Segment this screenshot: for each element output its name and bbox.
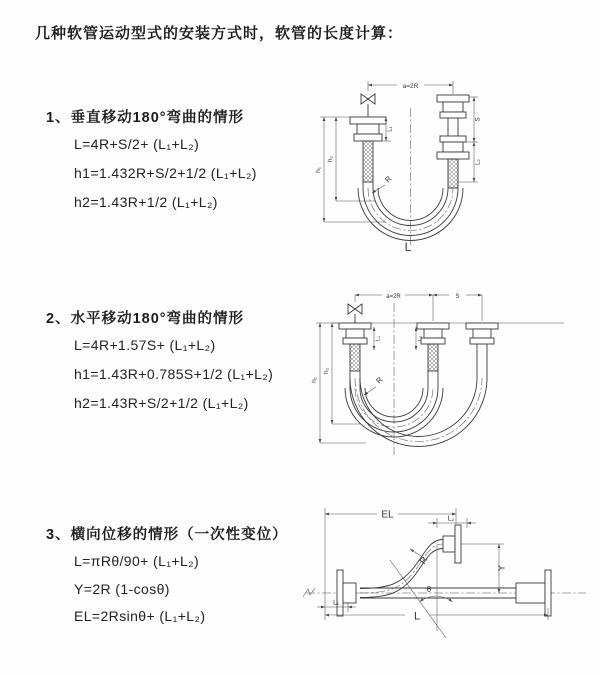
page-title: 几种软管运动型式的安装方式时，软管的长度计算： (35, 25, 404, 42)
braided-hose-section (448, 159, 458, 188)
section-1-formula-h1: h1=1.432R+S/2+1/2 (L₁+L₂) (74, 165, 257, 181)
diagram-vertical-bend (310, 70, 590, 260)
diagram-horizontal-bend (308, 283, 593, 468)
dim-label-l: L (413, 610, 421, 623)
centerline-break-mark (303, 588, 315, 597)
section-2-formula-h2: h2=1.43R+S/2+1/2 (L₁+L₂) (74, 395, 249, 411)
dimension-s (466, 97, 482, 142)
dim-label-el: EL (381, 509, 394, 521)
middle-pipe-fitting (417, 323, 449, 388)
valve-icon (348, 304, 362, 323)
dim-label-s: S (455, 293, 460, 300)
section-3-formula-EL: EL=2Rsinθ+ (L₁+L₂) (74, 608, 206, 624)
left-flange-fitting (337, 570, 356, 616)
dim-label-a2r: a=2R (386, 293, 401, 300)
section-3-formula-L: L=πRθ/90+ (L₁+L₂) (74, 553, 200, 569)
dimension-y (461, 544, 507, 593)
section-3-heading: 3、横向位移的情形（一次性变位） (46, 527, 288, 543)
right-flange-fitting (516, 570, 551, 616)
section-3-formula-Y: Y=2R (1-cosθ) (74, 581, 170, 597)
dim-label-h2: h₂ (323, 367, 330, 375)
radius-callout (372, 174, 394, 193)
section-2-formula-L: L=4R+1.57S+ (L₁+L₂) (74, 337, 216, 353)
dim-label-l2: L₂ (447, 515, 455, 523)
right-pipe-fitting (466, 323, 498, 378)
right-pipe-fitting (437, 95, 469, 188)
dim-label-h2: h₂ (327, 155, 334, 163)
braided-hose-section (428, 344, 438, 371)
valve-icon (361, 94, 375, 117)
dimension-a2r (368, 81, 453, 94)
diagram-lateral-displacement (298, 500, 598, 655)
dimension-l (325, 608, 548, 623)
braided-hose-section (350, 344, 360, 371)
upper-flange-fitting (443, 525, 461, 563)
u-bend-moved-position (350, 378, 487, 447)
dimension-l2 (428, 516, 476, 529)
dim-label-theta: θ (426, 585, 432, 594)
dim-label-s: S (474, 117, 482, 122)
section-2-formula-h1: h1=1.43R+0.785S+1/2 (L₁+L₂) (74, 366, 274, 382)
dim-label-r: R (417, 554, 430, 566)
left-pipe-fitting (350, 117, 386, 188)
section-1-formula-h2: h2=1.43R+1/2 (L₁+L₂) (74, 194, 218, 210)
dim-label-l1: L₁ (375, 336, 382, 341)
dim-label-h1: h₁ (311, 377, 318, 383)
dim-label-r: R (383, 174, 394, 185)
dim-label-h1: h₁ (315, 167, 322, 173)
section-1-formula-L: L=4R+S/2+ (L₁+L₂) (74, 136, 200, 152)
section-1-heading: 1、垂直移动180°弯曲的情形 (46, 110, 245, 126)
dim-label-l2: L₂ (417, 335, 424, 342)
dim-label-a2r: a=2R (402, 82, 419, 90)
radius-callout (364, 375, 385, 395)
dimension-s (433, 294, 482, 300)
dimension-a2r (355, 294, 433, 300)
dim-label-l1: L₁ (387, 126, 394, 132)
dim-label-l1: L₁ (333, 599, 339, 607)
dim-label-l2: L₂ (475, 159, 482, 165)
dim-label-l: L (404, 240, 412, 254)
dimension-l2 (416, 327, 424, 350)
dim-label-y: Y (496, 564, 507, 572)
braided-hose-section (363, 141, 373, 182)
section-2-heading: 2、水平移动180°弯曲的情形 (46, 311, 245, 327)
dimension-l1 (374, 327, 382, 350)
dim-label-r: R (374, 375, 385, 386)
